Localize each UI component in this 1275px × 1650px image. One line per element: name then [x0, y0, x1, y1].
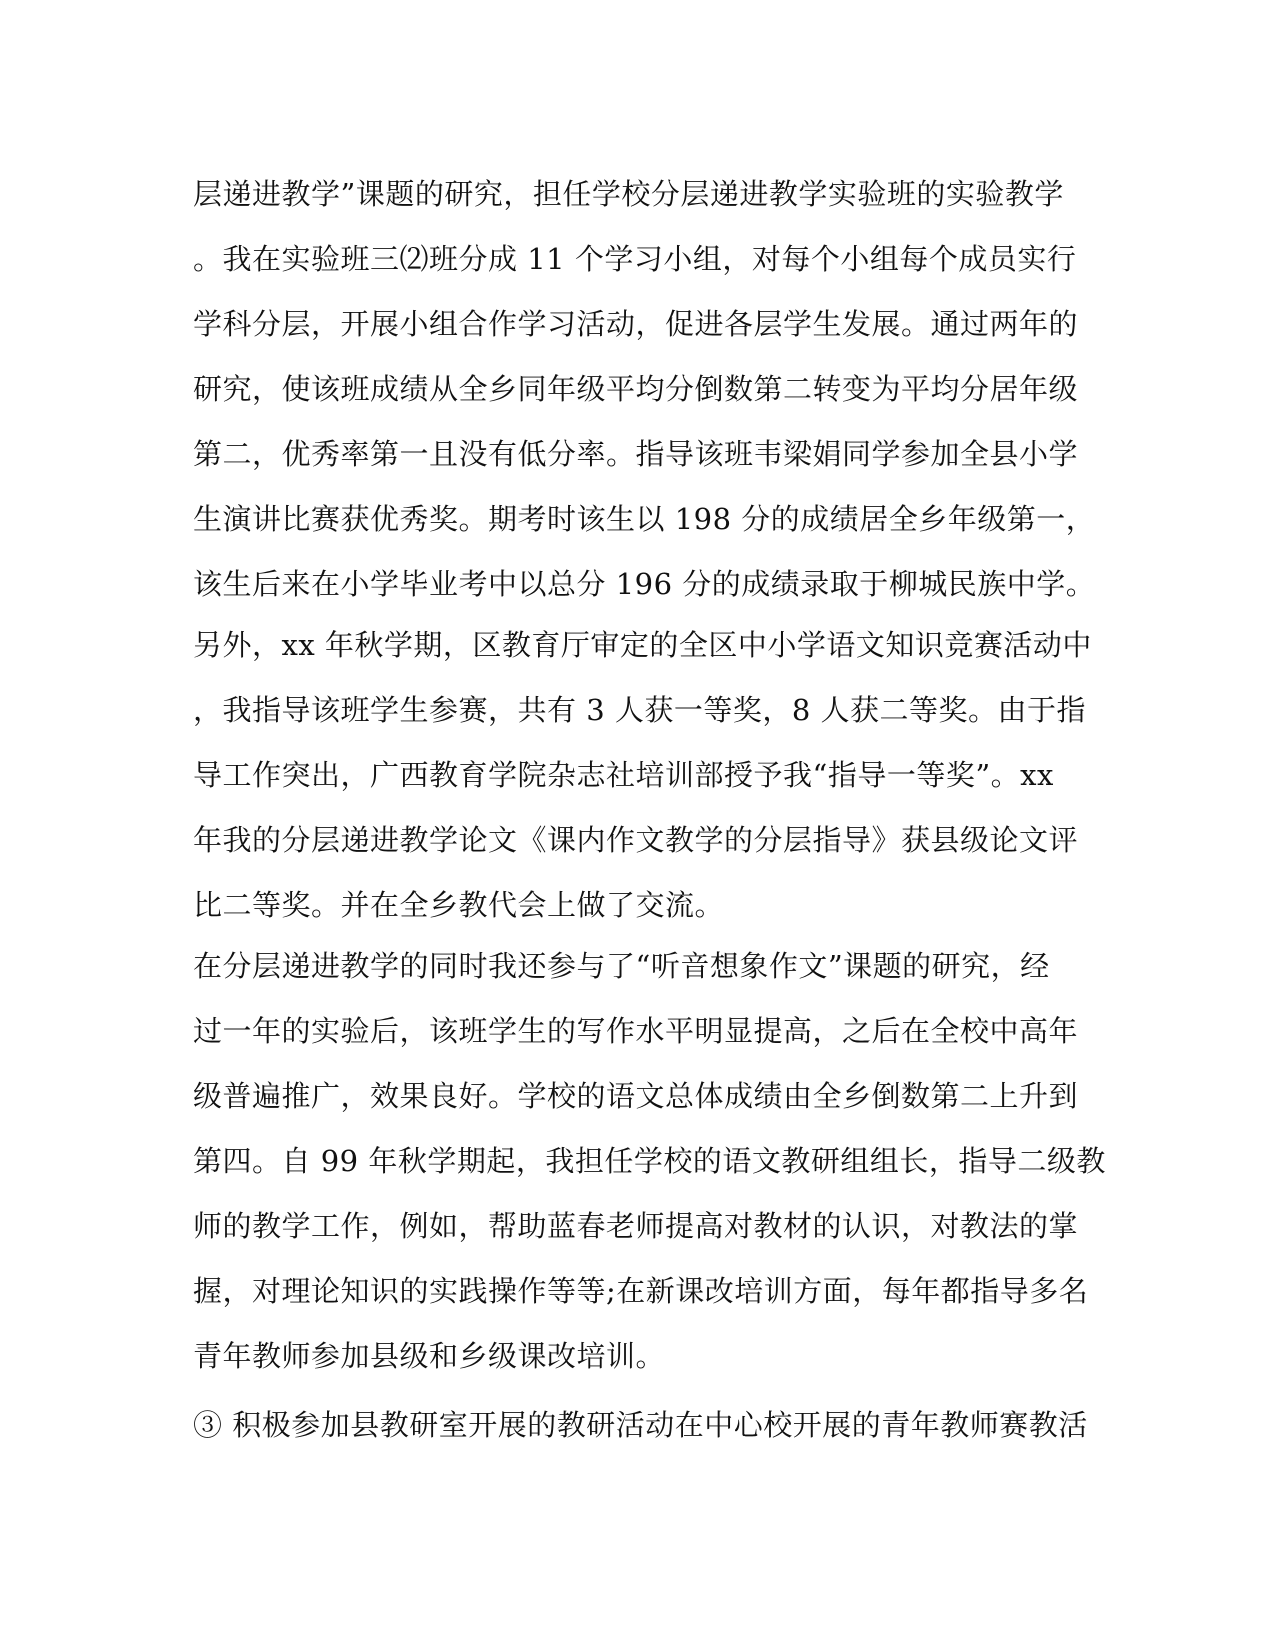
text-line: 级普遍推广，效果良好。学校的语文总体成绩由全乡倒数第二上升到: [193, 1079, 1079, 1113]
text-line: 学科分层，开展小组合作学习活动，促进各层学生发展。通过两年的: [193, 307, 1079, 341]
text-line: 比二等奖。并在全乡教代会上做了交流。: [193, 888, 725, 922]
text-line: 过一年的实验后，该班学生的写作水平明显提高，之后在全校中高年: [193, 1014, 1079, 1048]
text-line: 青年教师参加县级和乡级课改培训。: [193, 1339, 666, 1373]
text-line: 层递进教学”课题的研究，担任学校分层递进教学实验班的实验教学: [193, 177, 1064, 211]
text-line: 师的教学工作，例如，帮助蓝春老师提高对教材的认识，对教法的掌: [193, 1209, 1079, 1243]
text-line: ③ 积极参加县教研室开展的教研活动在中心校开展的青年教师赛教活: [193, 1408, 1088, 1442]
text-line: 握，对理论知识的实践操作等等;在新课改培训方面，每年都指导多名: [193, 1274, 1089, 1308]
text-line: 在分层递进教学的同时我还参与了“听音想象作文”课题的研究，经: [193, 949, 1050, 983]
text-line: ，我指导该班学生参赛，共有 3 人获一等奖，8 人获二等奖。由于指: [193, 693, 1087, 727]
text-line: 另外，xx 年秋学期，区教育厅审定的全区中小学语文知识竞赛活动中: [193, 628, 1092, 662]
text-line: 该生后来在小学毕业考中以总分 196 分的成绩录取于柳城民族中学。: [193, 567, 1096, 601]
body-text: [193, 162, 1106, 1458]
text-line: 第四。自 99 年秋学期起，我担任学校的语文教研组组长，指导二级教: [193, 1144, 1106, 1178]
text-line: 生演讲比赛获优秀奖。期考时该生以 198 分的成绩居全乡年级第一，: [193, 502, 1096, 536]
text-line: 年我的分层递进教学论文《课内作文教学的分层指导》获县级论文评: [193, 823, 1079, 857]
text-line: 第二，优秀率第一且没有低分率。指导该班韦梁娟同学参加全县小学: [193, 437, 1079, 471]
text-line: 导工作突出，广西教育学院杂志社培训部授予我“指导一等奖”。xx: [193, 758, 1054, 792]
text-line: 。我在实验班三⑵班分成 11 个学习小组，对每个小组每个成员实行: [193, 242, 1077, 276]
text-line: 研究，使该班成绩从全乡同年级平均分倒数第二转变为平均分居年级: [193, 372, 1079, 406]
